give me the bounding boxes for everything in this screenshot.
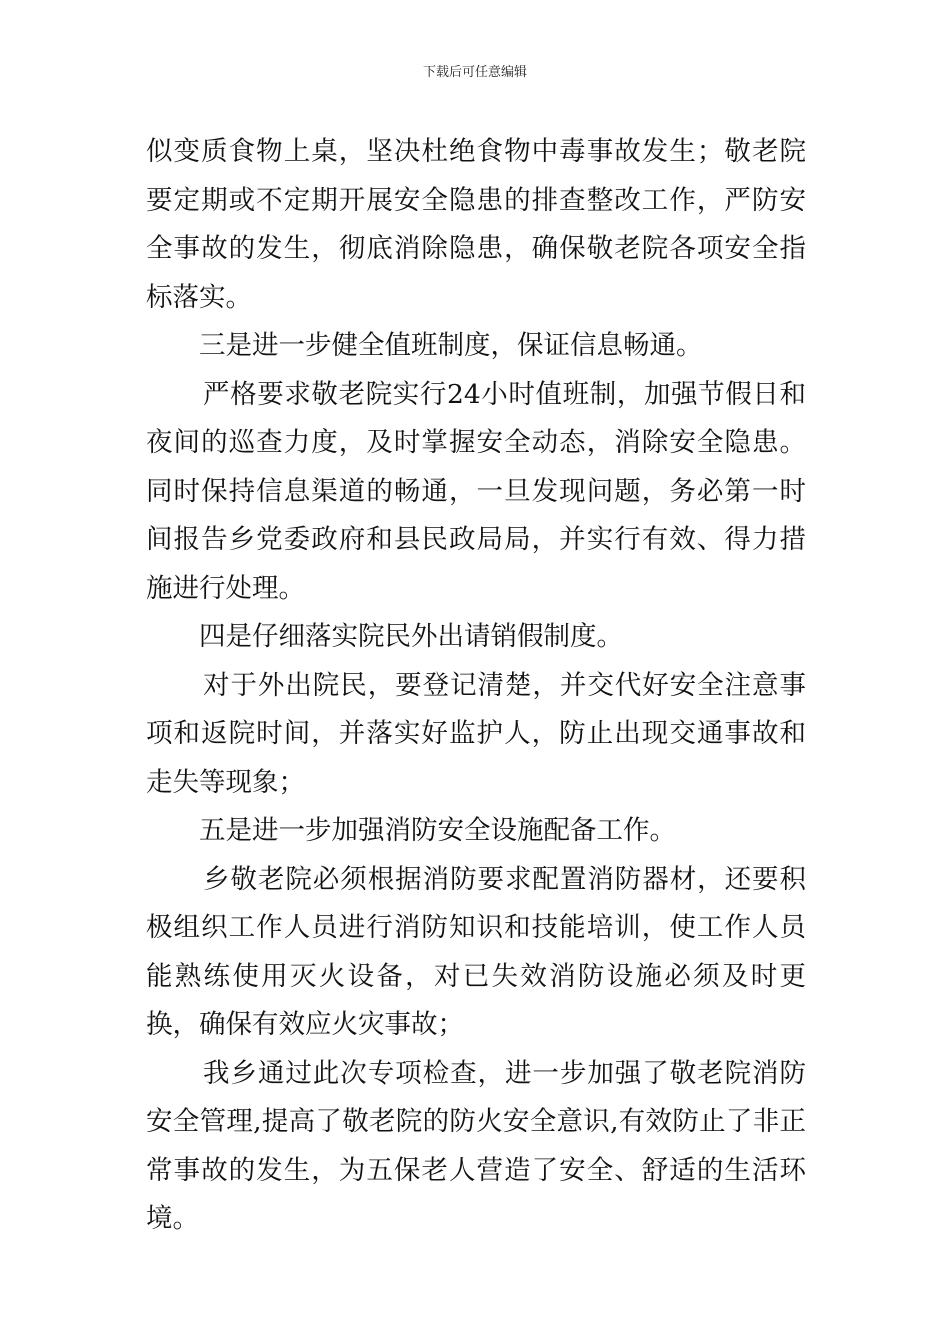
paragraph-7: 乡敬老院必须根据消防要求配置消防器材，还要积极组织工作人员进行消防知识和技能培训，使工作人员能熟练使用灭火设备，对已失效消防设施必须及时更换，确保有效应火灾事故； — [146, 863, 806, 1040]
paragraph-4-heading: 四是仔细落实院民外出请销假制度。 — [199, 621, 623, 652]
paragraph-8: 我乡通过此次专项检查，进一步加强了敬老院消防安全管理,提高了敬老院的防火安全意识,有效防止了非正常事故的发生，为五保老人营造了安全、舒适的生活环境。 — [146, 1057, 806, 1234]
paragraph-1: 似变质食物上桌，坚决杜绝食物中毒事故发生；敬老院要定期或不定期开展安全隐患的排查整改工作，严防安全事故的发生，彻底消除隐患，确保敬老院各项安全指标落实。 — [146, 136, 806, 313]
paragraph-6-heading: 五是进一步加强消防安全设施配备工作。 — [199, 815, 676, 846]
paragraph-2-heading: 三是进一步健全值班制度，保证信息畅通。 — [199, 330, 703, 361]
document-body — [146, 128, 806, 1244]
paragraph-3: 严格要求敬老院实行24小时值班制，加强节假日和夜间的巡查力度，及时掌握安全动态，消除安全隐患。同时保持信息渠道的畅通，一旦发现问题，务必第一时间报告乡党委政府和县民政局局，并实行有效、得力措施进行处理。 — [146, 378, 806, 604]
paragraph-5: 对于外出院民，要登记清楚，并交代好安全注意事项和返院时间，并落实好监护人，防止出现交通事故和走失等现象； — [146, 669, 806, 798]
page-header: 下载后可任意编辑 — [422, 65, 527, 80]
